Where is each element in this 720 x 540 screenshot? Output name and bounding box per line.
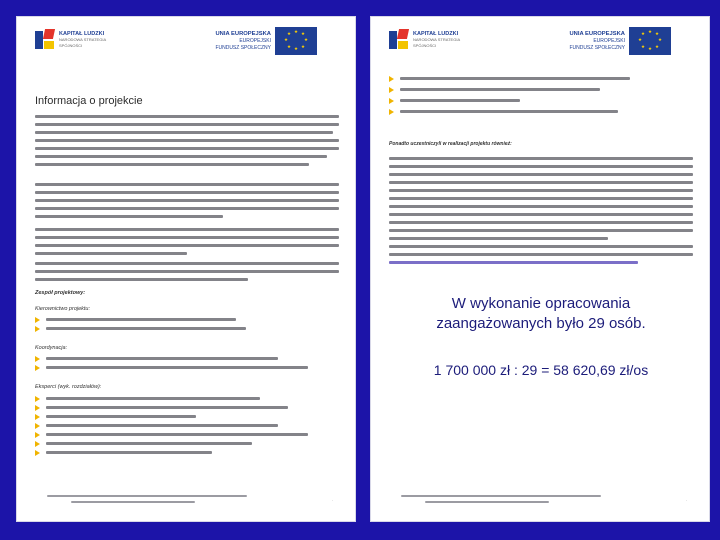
list-item [389,84,689,95]
coord-list [35,354,335,372]
kl-logo-sub: NARODOWA STRATEGIA SPÓJNOŚCI [413,37,460,48]
kapital-ludzki-logo [35,29,119,51]
section-lead-heading: Kierownictwo projektu: [35,306,91,312]
kapital-ludzki-logo-icon [389,29,409,51]
page-title: Informacja o projekcie [35,95,143,107]
list-item [389,95,689,106]
section-experts-heading: Eksperci (wyk. rozdziałów): [35,384,102,390]
list-item [35,439,335,448]
eu-logo-line1: UNIA EUROPEJSKA [569,30,625,37]
kapital-ludzki-logo-icon [35,29,55,51]
list-item [35,448,335,457]
experts-list-continued [389,73,689,117]
list-item [35,430,335,439]
paragraph-2 [35,183,339,223]
paragraph-3 [35,228,339,260]
eu-logo [563,27,671,55]
stat-line-1: W wykonanie opracowania [451,295,631,312]
eu-logo-line3: FUNDUSZ SPOŁECZNY [569,44,625,51]
list-item [35,324,335,333]
list-item [35,363,335,372]
cost-per-person-calculation: 1 700 000 zł : 29 = 58 620,69 zł/os [433,362,649,378]
list-item [35,403,335,412]
page-footer [47,495,247,507]
eu-logo [209,27,317,55]
kapital-ludzki-logo [389,29,473,51]
intro-paragraph [35,115,339,171]
list-item [389,106,689,117]
lead-list [35,315,335,333]
kl-logo-name: KAPITAŁ LUDZKI [413,31,459,37]
kl-logo-sub: NARODOWA STRATEGIA SPÓJNOŚCI [59,37,106,48]
list-item [35,421,335,430]
list-item [389,73,689,84]
left-document-page [16,16,356,522]
page-number: · [685,498,687,503]
experts-list [35,394,335,457]
stat-line-2: zaangażowanych było 29 osób. [436,315,646,332]
page-number: · [331,498,333,503]
eu-logo-line3: FUNDUSZ SPOŁECZNY [215,44,271,51]
publication-paragraph [389,245,693,269]
section-cooperation-heading: Ponadto uczestniczyli w realizacji projektu również: [389,141,512,147]
list-item [35,394,335,403]
section-coord-heading: Koordynacja: [35,345,68,351]
eu-logo-line2: EUROPEJSKI [239,37,271,44]
kl-logo-name: KAPITAŁ LUDZKI [59,31,105,37]
list-item [35,315,335,324]
list-item [35,354,335,363]
eu-logo-line2: EUROPEJSKI [593,37,625,44]
cooperation-paragraph [389,157,693,245]
list-item [35,412,335,421]
eu-logo-line1: UNIA EUROPEJSKA [215,30,271,37]
right-document-page [370,16,710,522]
eu-flag-icon: ★ ★ ★ ★ ★ ★ ★ ★ [275,27,317,55]
section-team-heading: Zespół projektowy: [35,290,86,296]
paragraph-4 [35,262,339,286]
eu-flag-icon: ★ ★ ★ ★ ★ ★ ★ ★ [629,27,671,55]
page-footer [401,495,601,507]
